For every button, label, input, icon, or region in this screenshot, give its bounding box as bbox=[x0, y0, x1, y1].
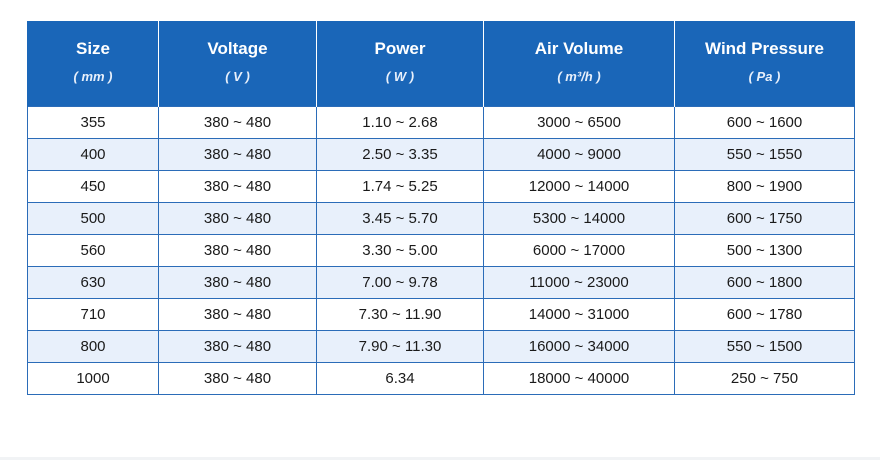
cell-size: 400 bbox=[28, 139, 159, 171]
header-unit: ( mm ) bbox=[73, 68, 113, 84]
cell-power: 6.34 bbox=[317, 363, 484, 395]
table-row bbox=[28, 235, 855, 267]
cell-voltage: 380 ~ 480 bbox=[159, 139, 317, 171]
cell-voltage: 380 ~ 480 bbox=[159, 203, 317, 235]
cell-voltage: 380 ~ 480 bbox=[159, 331, 317, 363]
header-title: Voltage bbox=[207, 38, 268, 58]
header-title: Air Volume bbox=[534, 38, 624, 58]
cell-wind-pressure: 600 ~ 1780 bbox=[675, 299, 855, 331]
header-title: Wind Pressure bbox=[705, 38, 824, 58]
cell-wind-pressure: 600 ~ 1750 bbox=[675, 203, 855, 235]
cell-power: 3.45 ~ 5.70 bbox=[317, 203, 484, 235]
spec-table bbox=[27, 21, 855, 395]
header-title: Size bbox=[75, 38, 111, 58]
cell-air-volume: 12000 ~ 14000 bbox=[484, 171, 675, 203]
cell-wind-pressure: 600 ~ 1600 bbox=[675, 107, 855, 139]
cell-power: 7.30 ~ 11.90 bbox=[317, 299, 484, 331]
table-row bbox=[28, 107, 855, 139]
header-unit: ( m³/h ) bbox=[557, 68, 601, 84]
cell-voltage: 380 ~ 480 bbox=[159, 171, 317, 203]
cell-voltage: 380 ~ 480 bbox=[159, 299, 317, 331]
table-row bbox=[28, 267, 855, 299]
table-body bbox=[28, 107, 855, 395]
cell-wind-pressure: 250 ~ 750 bbox=[675, 363, 855, 395]
cell-wind-pressure: 550 ~ 1550 bbox=[675, 139, 855, 171]
cell-size: 1000 bbox=[28, 363, 159, 395]
table-row bbox=[28, 363, 855, 395]
cell-voltage: 380 ~ 480 bbox=[159, 363, 317, 395]
cell-size: 450 bbox=[28, 171, 159, 203]
header-power bbox=[317, 21, 484, 107]
cell-power: 7.00 ~ 9.78 bbox=[317, 267, 484, 299]
cell-size: 560 bbox=[28, 235, 159, 267]
cell-power: 3.30 ~ 5.00 bbox=[317, 235, 484, 267]
cell-wind-pressure: 800 ~ 1900 bbox=[675, 171, 855, 203]
table-row bbox=[28, 171, 855, 203]
cell-air-volume: 16000 ~ 34000 bbox=[484, 331, 675, 363]
cell-size: 630 bbox=[28, 267, 159, 299]
cell-wind-pressure: 550 ~ 1500 bbox=[675, 331, 855, 363]
header-unit: ( Pa ) bbox=[748, 68, 781, 84]
cell-voltage: 380 ~ 480 bbox=[159, 107, 317, 139]
table-row bbox=[28, 203, 855, 235]
header-size bbox=[28, 21, 159, 107]
table-row bbox=[28, 299, 855, 331]
table-row bbox=[28, 331, 855, 363]
cell-power: 7.90 ~ 11.30 bbox=[317, 331, 484, 363]
header-air-volume bbox=[484, 21, 675, 107]
cell-air-volume: 4000 ~ 9000 bbox=[484, 139, 675, 171]
cell-air-volume: 3000 ~ 6500 bbox=[484, 107, 675, 139]
header-voltage bbox=[159, 21, 317, 107]
cell-air-volume: 11000 ~ 23000 bbox=[484, 267, 675, 299]
cell-voltage: 380 ~ 480 bbox=[159, 235, 317, 267]
table-header bbox=[28, 21, 855, 107]
cell-air-volume: 5300 ~ 14000 bbox=[484, 203, 675, 235]
header-title: Power bbox=[374, 38, 426, 58]
cell-voltage: 380 ~ 480 bbox=[159, 267, 317, 299]
cell-air-volume: 18000 ~ 40000 bbox=[484, 363, 675, 395]
cell-air-volume: 14000 ~ 31000 bbox=[484, 299, 675, 331]
cell-power: 1.74 ~ 5.25 bbox=[317, 171, 484, 203]
cell-size: 500 bbox=[28, 203, 159, 235]
header-unit: ( W ) bbox=[385, 68, 415, 84]
cell-air-volume: 6000 ~ 17000 bbox=[484, 235, 675, 267]
cell-size: 800 bbox=[28, 331, 159, 363]
cell-wind-pressure: 600 ~ 1800 bbox=[675, 267, 855, 299]
cell-wind-pressure: 500 ~ 1300 bbox=[675, 235, 855, 267]
cell-size: 710 bbox=[28, 299, 159, 331]
header-row bbox=[28, 21, 855, 107]
spec-table-container bbox=[27, 21, 854, 395]
header-wind-pressure bbox=[675, 21, 855, 107]
table-row bbox=[28, 139, 855, 171]
cell-size: 355 bbox=[28, 107, 159, 139]
header-unit: ( V ) bbox=[225, 68, 250, 84]
cell-power: 1.10 ~ 2.68 bbox=[317, 107, 484, 139]
cell-power: 2.50 ~ 3.35 bbox=[317, 139, 484, 171]
